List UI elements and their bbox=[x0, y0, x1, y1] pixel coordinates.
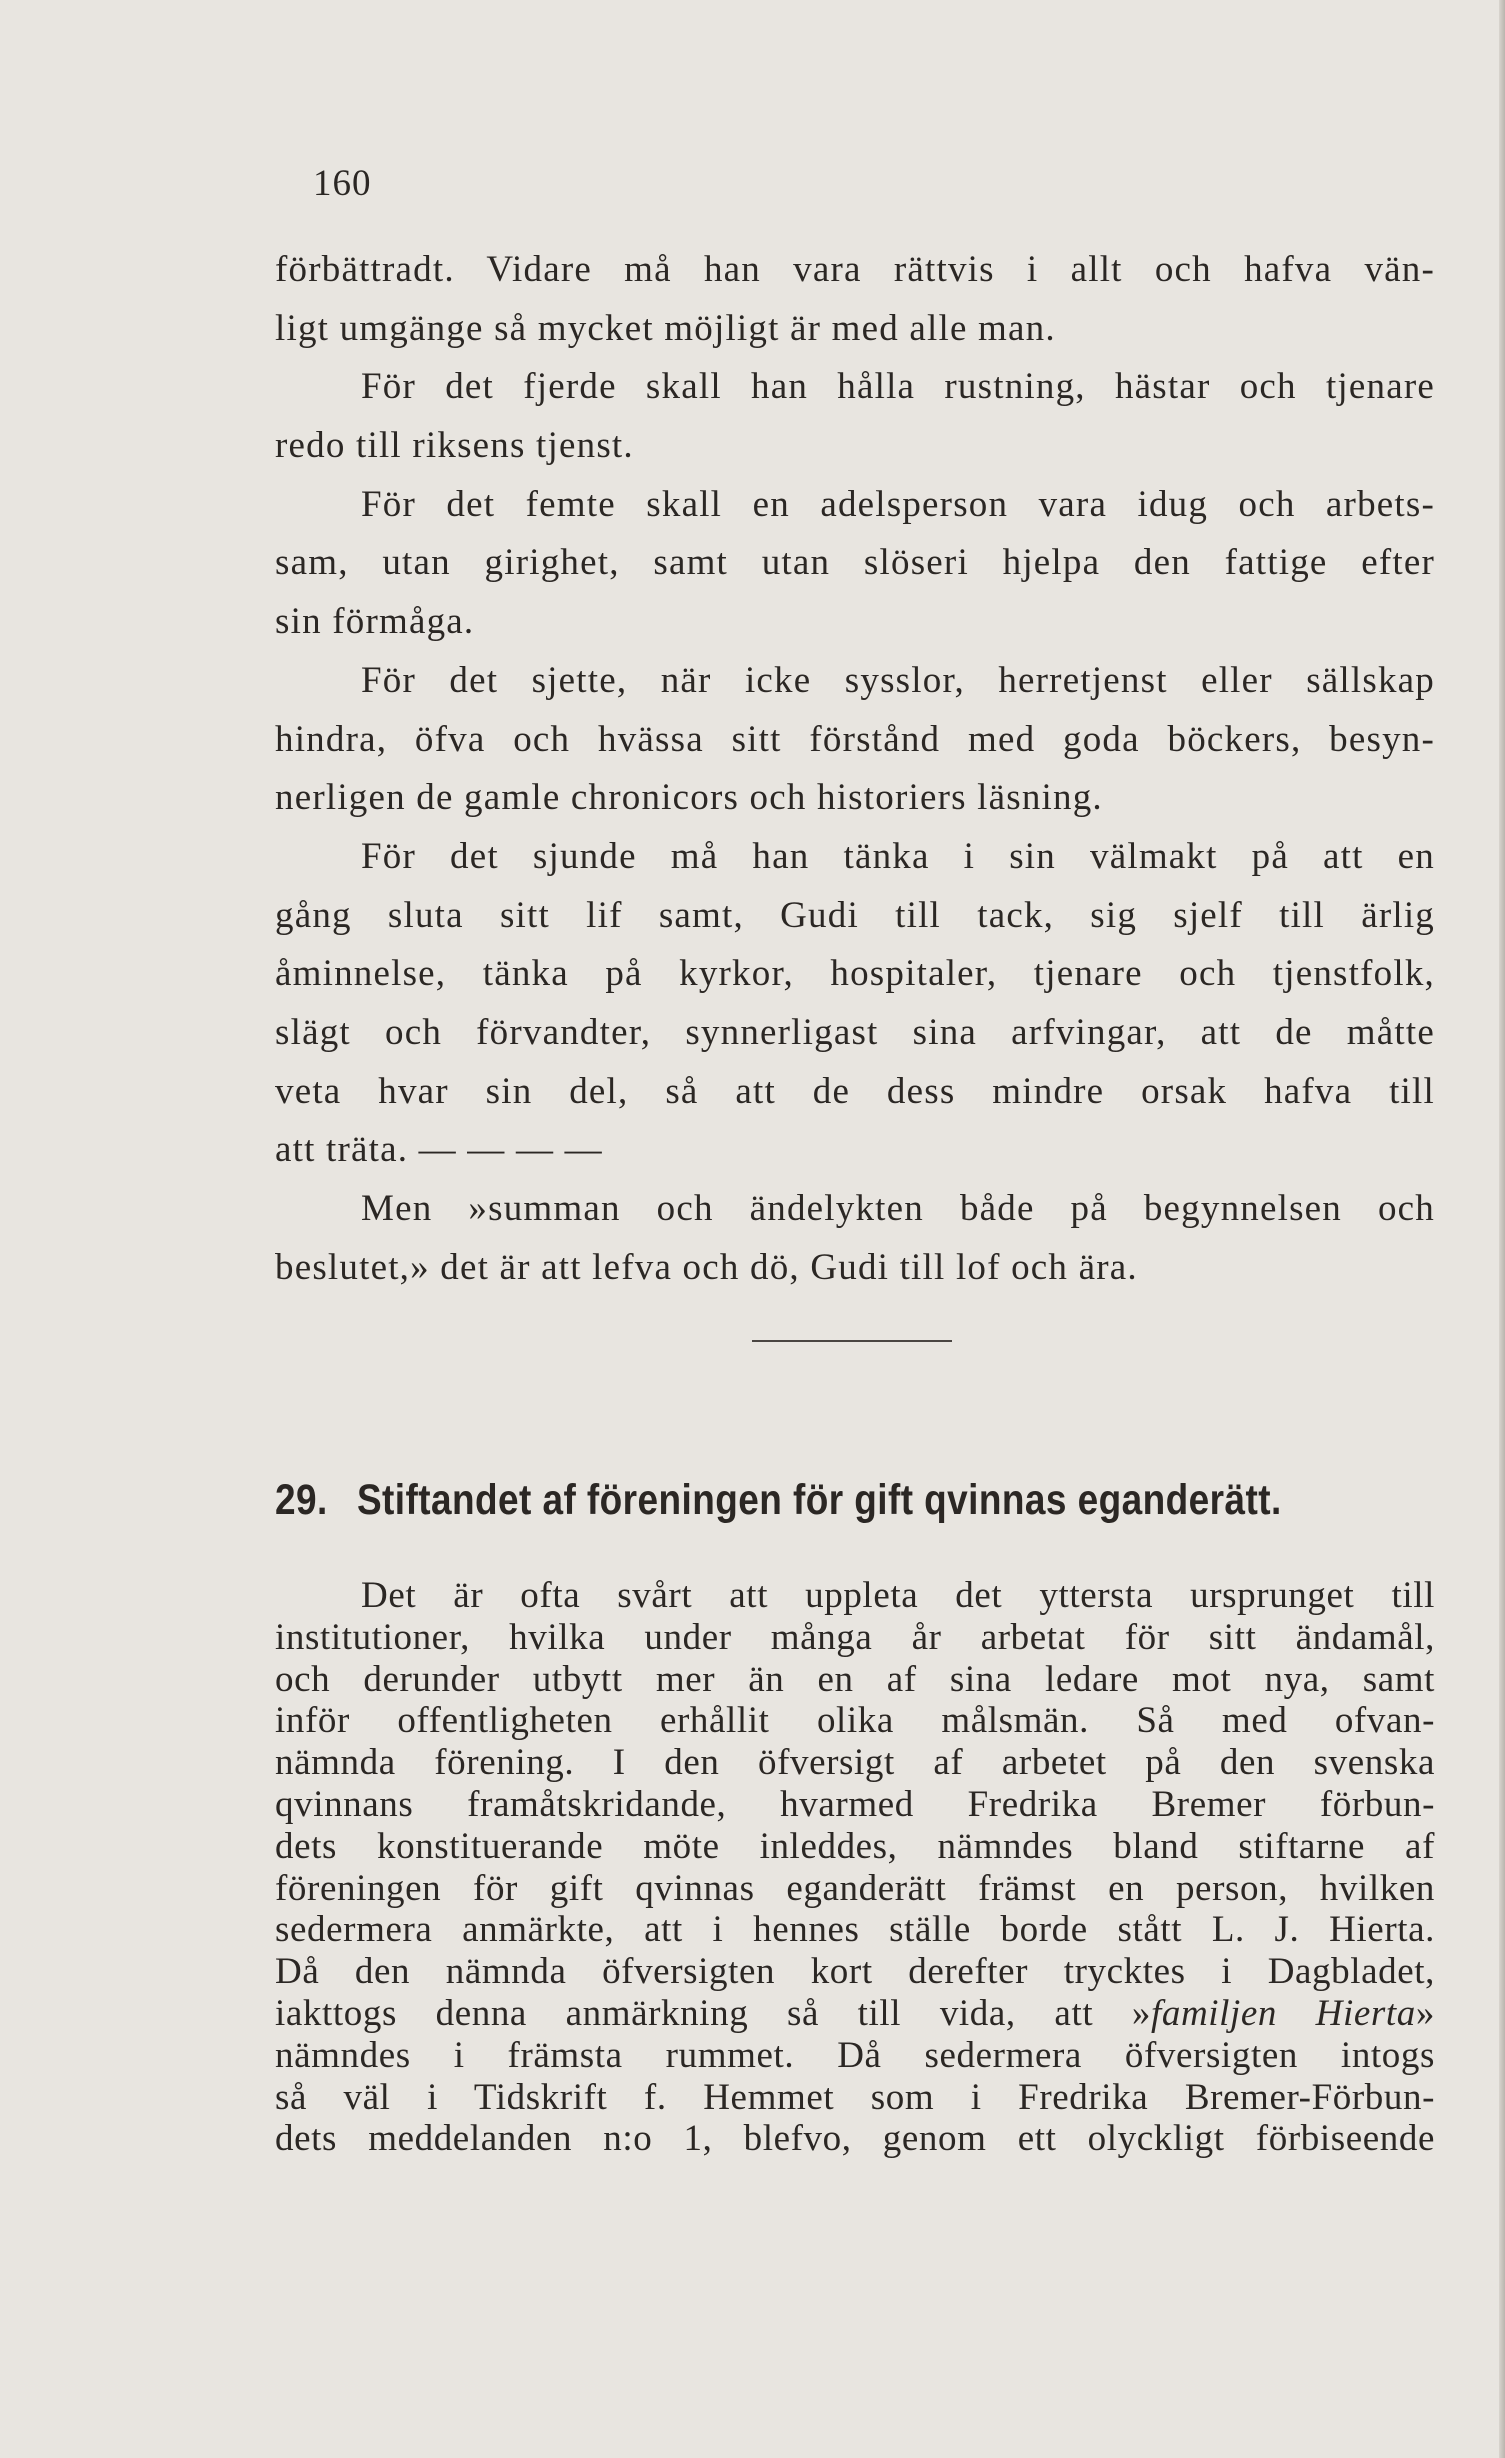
page-edge bbox=[1499, 0, 1505, 2458]
text-line: redo till riksens tjenst. bbox=[275, 425, 634, 467]
text-line: sin förmåga. bbox=[275, 601, 475, 643]
text-line: sam, utan girighet, samt utan slöseri hjelpa den fattige efter bbox=[275, 542, 1435, 584]
text-line: så väl i Tidskrift f. Hemmet som i Fredrika Bremer-Förbun- bbox=[275, 2076, 1435, 2118]
text-line: nämndes i främsta rummet. Då sedermera öfversigten intogs bbox=[275, 2034, 1435, 2076]
text-fragment: » bbox=[1415, 1992, 1435, 2034]
text-line: föreningen för gift qvinnas eganderätt främst en person, hvilken bbox=[275, 1867, 1435, 1909]
text-line: dets konstituerande möte inleddes, nämndes bland stiftarne af bbox=[275, 1825, 1435, 1867]
text-line: sedermera anmärkte, att i hennes ställe borde stått L. J. Hierta. bbox=[275, 1909, 1435, 1951]
text-line: att träta. — — — — bbox=[275, 1129, 603, 1171]
text-line: För det sjunde må han tänka i sin välmakt på att en bbox=[361, 835, 1435, 877]
section-heading bbox=[275, 1470, 1282, 1530]
text-line: nämnda förening. I den öfversigt af arbetet på den svenska bbox=[275, 1742, 1435, 1784]
section-title: Stiftandet af föreningen för gift qvinnas eganderätt. bbox=[356, 1476, 1282, 1524]
text-line: Då den nämnda öfversigten kort derefter trycktes i Dagbladet, bbox=[275, 1951, 1435, 1993]
text-line: dets meddelanden n:o 1, blefvo, genom ett olyckligt förbiseende bbox=[275, 2118, 1435, 2160]
text-line: förbättradt. Vidare må han vara rättvis i allt och hafva vän- bbox=[275, 249, 1435, 290]
text-line: Det är ofta svårt att uppleta det yttersta ursprunget till bbox=[361, 1575, 1435, 1616]
text-line: qvinnans framåtskridande, hvarmed Fredrika Bremer förbun- bbox=[275, 1783, 1435, 1825]
text-line bbox=[275, 1993, 1435, 2035]
text-line: beslutet,» det är att lefva och dö, Gudi till lof och ära. bbox=[275, 1246, 1138, 1288]
text-line: nerligen de gamle chronicors och historiers läsning. bbox=[275, 777, 1103, 819]
section-divider bbox=[752, 1340, 952, 1342]
text-line: ligt umgänge så mycket möjligt är med alle man. bbox=[275, 307, 1056, 349]
text-line: För det sjette, när icke sysslor, herretjenst eller sällskap bbox=[361, 659, 1435, 701]
text-line: slägt och förvandter, synnerligast sina arfvingar, att de måtte bbox=[275, 1011, 1435, 1053]
text-line: Men »summan och ändelykten både på begynnelsen och bbox=[361, 1188, 1435, 1229]
text-block-top bbox=[275, 241, 1435, 1297]
text-line: För det femte skall en adelsperson vara idug och arbets- bbox=[361, 483, 1435, 525]
text-line: inför offentligheten erhållit olika målsmän. Så med ofvan- bbox=[275, 1700, 1435, 1742]
text-line: gång sluta sitt lif samt, Gudi till tack, sig sjelf till ärlig bbox=[275, 894, 1435, 936]
text-line: veta hvar sin del, så att de dess mindre orsak hafva till bbox=[275, 1070, 1435, 1112]
italic-name: familjen Hierta bbox=[1150, 1992, 1416, 2034]
text-fragment: iakttogs denna anmärkning så till vida, att » bbox=[275, 1992, 1151, 2034]
text-line: institutioner, hvilka under många år arbetat för sitt ändamål, bbox=[275, 1616, 1435, 1658]
text-line: och derunder utbytt mer än en af sina ledare mot nya, samt bbox=[275, 1658, 1435, 1700]
section-number: 29. bbox=[275, 1476, 328, 1524]
page-number: 160 bbox=[313, 163, 372, 204]
text-line: För det fjerde skall han hålla rustning, hästar och tjenare bbox=[361, 366, 1435, 408]
text-line: hindra, öfva och hvässa sitt förstånd med goda böckers, besyn- bbox=[275, 718, 1435, 760]
text-block-bottom bbox=[275, 1575, 1435, 2160]
text-line: åminnelse, tänka på kyrkor, hospitaler, tjenare och tjenstfolk, bbox=[275, 953, 1435, 995]
